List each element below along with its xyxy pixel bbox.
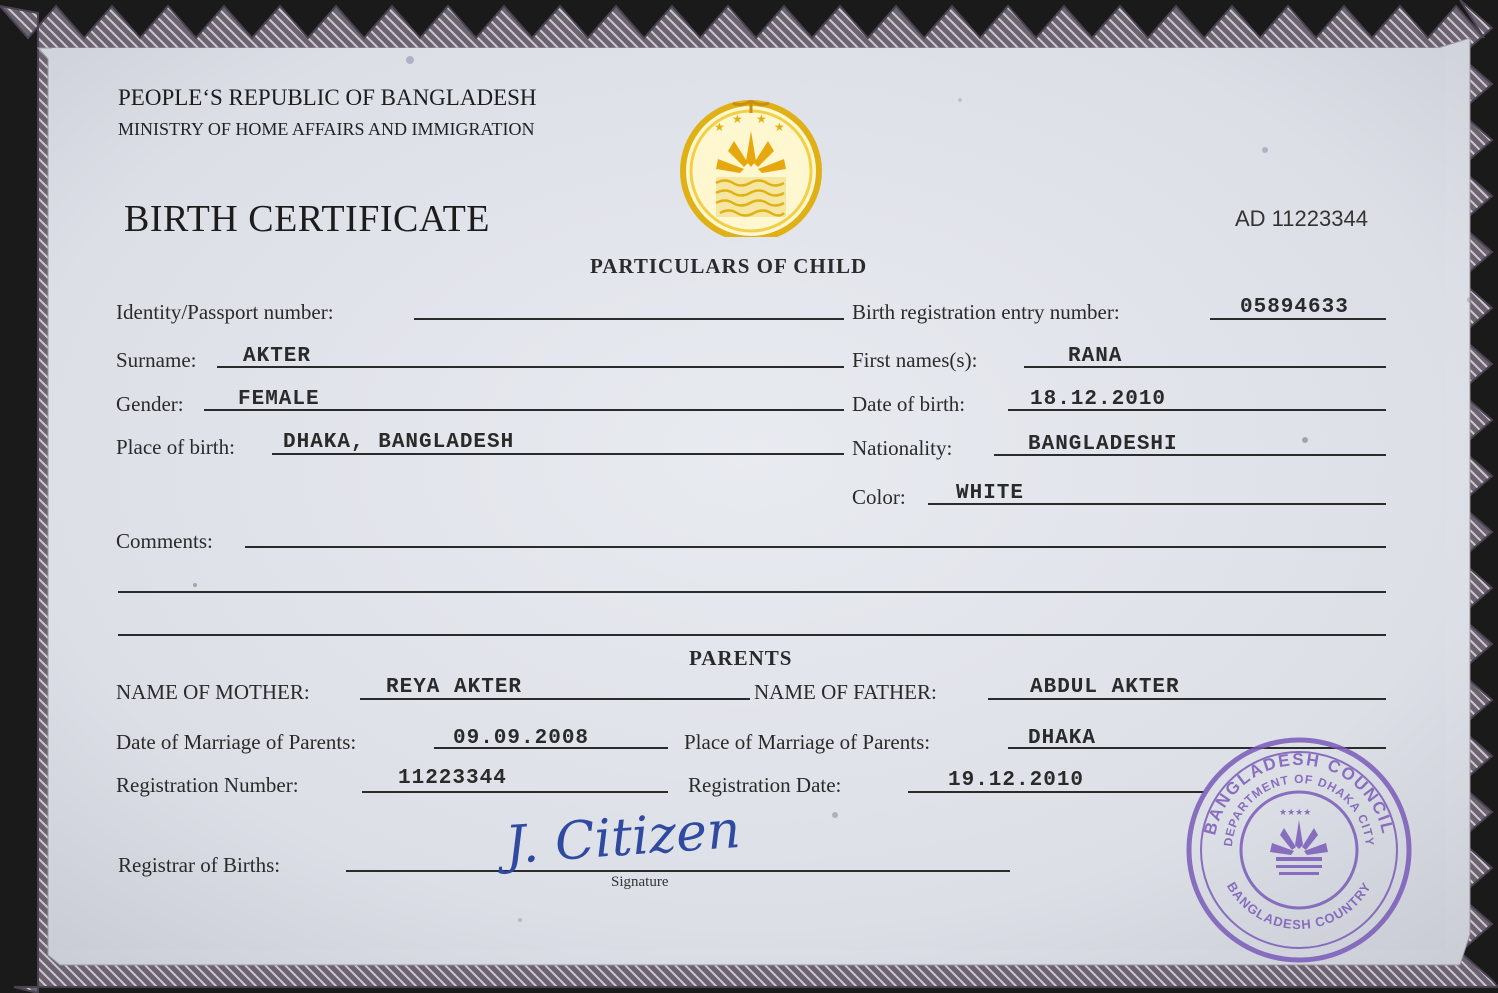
mother-label: NAME OF MOTHER: [116,680,310,704]
registrar-line [346,870,1010,872]
svg-text:★: ★ [714,120,725,134]
surname-value: AKTER [243,345,312,368]
svg-text:★: ★ [756,112,767,126]
registration-date-label: Registration Date: [688,773,842,797]
surname-line [217,366,844,368]
svg-text:★: ★ [732,112,743,126]
gender-label: Gender: [116,392,184,416]
certificate-title: BIRTH CERTIFICATE [124,198,490,240]
national-emblem-icon [676,95,826,237]
svg-text:★★★★: ★★★★ [1279,807,1312,817]
registration-number-value: 11223344 [398,767,507,790]
first-names-value: RANA [1068,345,1123,368]
registration-date-value: 19.12.2010 [948,769,1085,792]
dob-label: Date of birth: [852,392,966,416]
first-names-label: First names(s): [852,348,978,372]
place-of-birth-value: DHAKA, BANGLADESH [283,431,515,454]
stamp-bottom-text: BANGLADESH COUNTRY [1223,879,1375,933]
svg-text:BANGLADESH COUNTRY [1224,879,1374,932]
ministry-heading: MINISTRY OF HOME AFFAIRS AND IMMIGRATION [118,119,535,139]
marriage-place-label: Place of Marriage of Parents: [684,730,931,754]
registration-number-label: Registration Number: [116,773,299,797]
signature-caption: Signature [611,874,669,890]
gender-value: FEMALE [238,388,320,411]
country-heading: PEOPLE‘S REPUBLIC OF BANGLADESH [118,85,537,110]
serial-number: AD 11223344 [1235,206,1368,231]
place-of-birth-label: Place of birth: [116,435,235,459]
comments-label: Comments: [116,529,213,553]
surname-label: Surname: [116,348,197,372]
dob-value: 18.12.2010 [1030,388,1167,411]
svg-text:★: ★ [774,120,785,134]
identity-label: Identity/Passport number: [116,300,334,324]
entry-number-value: 05894633 [1240,296,1349,319]
marriage-date-label: Date of Marriage of Parents: [116,730,357,754]
father-value: ABDUL AKTER [1030,676,1180,699]
stamp-outer-text: BANGLADESH COUNCIL [1200,749,1398,837]
comments-line-3 [118,634,1386,636]
comments-line-2 [118,591,1386,593]
marriage-place-value: DHAKA [1028,727,1097,750]
section-heading-parents: PARENTS [689,646,793,670]
nationality-label: Nationality: [852,436,953,460]
stamp-inner-text: DEPARTMENT OF DHAKA CITY [1220,772,1378,848]
mother-value: REYA AKTER [386,676,523,699]
official-stamp [1184,735,1414,965]
stamp-emblem-icon [1270,807,1328,875]
marriage-date-value: 09.09.2008 [453,727,590,750]
comments-line-1 [245,546,1386,548]
entry-number-label: Birth registration entry number: [852,300,1120,324]
color-value: WHITE [956,482,1025,505]
registrar-signature: J. Citizen [503,799,743,877]
registrar-label: Registrar of Births: [118,853,281,877]
color-label: Color: [852,485,906,509]
identity-line [414,318,844,320]
section-heading-child: PARTICULARS OF CHILD [590,254,868,278]
registration-number-line [362,791,668,793]
nationality-value: BANGLADESHI [1028,433,1178,456]
father-label: NAME OF FATHER: [754,680,937,704]
